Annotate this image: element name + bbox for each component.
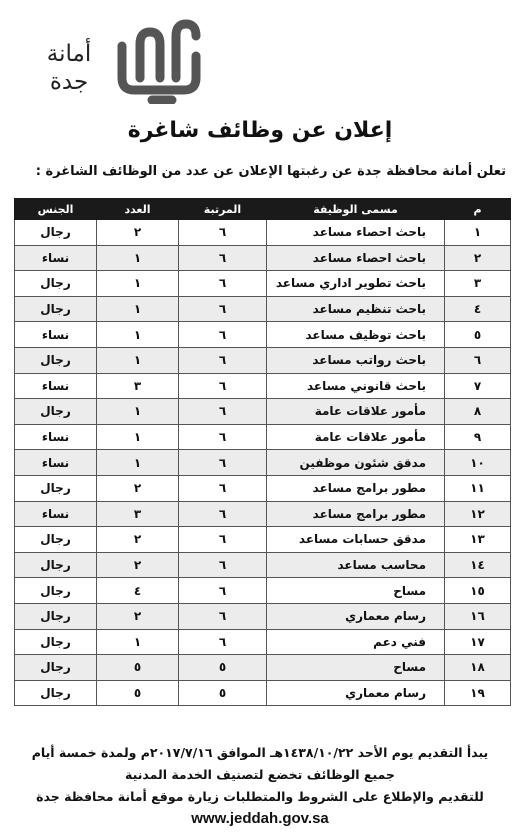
cell-num: ٥ <box>445 322 511 348</box>
cell-count: ١ <box>97 450 179 476</box>
jeddah-municipality-logo <box>14 8 204 104</box>
header-num: م <box>445 199 511 220</box>
cell-grade: ٦ <box>179 271 267 297</box>
cell-num: ٣ <box>445 271 511 297</box>
table-row <box>15 450 511 476</box>
cell-job-title: باحث تنظيم مساعد <box>267 296 445 322</box>
table-row <box>15 373 511 399</box>
cell-gender: نساء <box>15 450 97 476</box>
table-row <box>15 527 511 553</box>
cell-num: ١٦ <box>445 603 511 629</box>
cell-job-title: باحث احصاء مساعد <box>267 220 445 246</box>
cell-job-title: مدقق حسابات مساعد <box>267 527 445 553</box>
cell-count: ٣ <box>97 501 179 527</box>
cell-num: ١٥ <box>445 578 511 604</box>
cell-grade: ٦ <box>179 475 267 501</box>
cell-gender: رجال <box>15 399 97 425</box>
table-row <box>15 347 511 373</box>
cell-num: ١٠ <box>445 450 511 476</box>
cell-job-title: مساح <box>267 578 445 604</box>
cell-gender: نساء <box>15 322 97 348</box>
cell-grade: ٦ <box>179 450 267 476</box>
cell-count: ٢ <box>97 603 179 629</box>
cell-gender: رجال <box>15 475 97 501</box>
table-row <box>15 245 511 271</box>
cell-gender: نساء <box>15 424 97 450</box>
cell-job-title: مطور برامج مساعد <box>267 475 445 501</box>
cell-gender: نساء <box>15 373 97 399</box>
table-row <box>15 475 511 501</box>
cell-num: ٧ <box>445 373 511 399</box>
cell-job-title: فني دعم <box>267 629 445 655</box>
cell-count: ٢ <box>97 552 179 578</box>
cell-gender: رجال <box>15 271 97 297</box>
table-row <box>15 680 511 706</box>
cell-count: ١ <box>97 399 179 425</box>
table-body <box>15 220 511 706</box>
vacancies-table <box>14 198 511 706</box>
cell-gender: رجال <box>15 680 97 706</box>
cell-gender: رجال <box>15 603 97 629</box>
cell-grade: ٦ <box>179 578 267 604</box>
cell-grade: ٦ <box>179 501 267 527</box>
cell-num: ١٤ <box>445 552 511 578</box>
cell-job-title: باحث رواتب مساعد <box>267 347 445 373</box>
table-row <box>15 501 511 527</box>
cell-count: ١ <box>97 271 179 297</box>
table-row <box>15 578 511 604</box>
header-grade: المرتبة <box>179 199 267 220</box>
cell-grade: ٥ <box>179 680 267 706</box>
table-row <box>15 322 511 348</box>
cell-grade: ٦ <box>179 424 267 450</box>
cell-count: ٣ <box>97 373 179 399</box>
cell-grade: ٦ <box>179 322 267 348</box>
cell-gender: رجال <box>15 527 97 553</box>
cell-count: ٤ <box>97 578 179 604</box>
logo-line-1: أمانة <box>46 41 92 67</box>
header-gender: الجنس <box>15 199 97 220</box>
cell-num: ١ <box>445 220 511 246</box>
cell-count: ١ <box>97 296 179 322</box>
cell-grade: ٦ <box>179 220 267 246</box>
cell-grade: ٥ <box>179 655 267 681</box>
cell-gender: رجال <box>15 220 97 246</box>
jeddah-emblem-icon <box>112 16 204 104</box>
cell-job-title: رسام معماري <box>267 680 445 706</box>
apply-instructions: للتقديم والإطلاع على الشروط والمتطلبات زيارة موقع أمانة محافظة جدة <box>36 789 484 804</box>
cell-job-title: مساح <box>267 655 445 681</box>
table-row <box>15 629 511 655</box>
cell-job-title: رسام معماري <box>267 603 445 629</box>
logo-line-2: جدة <box>49 69 89 95</box>
cell-grade: ٦ <box>179 296 267 322</box>
cell-job-title: مأمور علاقات عامة <box>267 424 445 450</box>
cell-gender: رجال <box>15 296 97 322</box>
cell-gender: نساء <box>15 501 97 527</box>
application-dates: يبدأ التقديم يوم الأحد ١٤٣٨/١٠/٢٢هـ الموافق ٢٠١٧/٧/١٦م ولمدة خمسة أيام <box>31 745 489 760</box>
cell-num: ١٩ <box>445 680 511 706</box>
cell-count: ١ <box>97 322 179 348</box>
cell-count: ١ <box>97 424 179 450</box>
header-job-title: مسمى الوظيفة <box>267 199 445 220</box>
cell-grade: ٦ <box>179 245 267 271</box>
cell-count: ١ <box>97 347 179 373</box>
cell-num: ١٢ <box>445 501 511 527</box>
cell-gender: رجال <box>15 347 97 373</box>
cell-job-title: مدقق شئون موظفين <box>267 450 445 476</box>
announcement-footer <box>0 742 520 830</box>
cell-grade: ٦ <box>179 347 267 373</box>
cell-num: ٤ <box>445 296 511 322</box>
cell-count: ٥ <box>97 680 179 706</box>
cell-job-title: باحث احصاء مساعد <box>267 245 445 271</box>
table-row <box>15 603 511 629</box>
cell-num: ١٧ <box>445 629 511 655</box>
cell-job-title: مأمور علاقات عامة <box>267 399 445 425</box>
announcement-subtitle: تعلن أمانة محافظة جدة عن رغبتها الإعلان عن عدد من الوظائف الشاغرة : <box>35 164 506 179</box>
cell-num: ٢ <box>445 245 511 271</box>
cell-grade: ٦ <box>179 629 267 655</box>
cell-job-title: باحث توظيف مساعد <box>267 322 445 348</box>
cell-grade: ٦ <box>179 373 267 399</box>
table-row <box>15 399 511 425</box>
table-header-row <box>15 199 511 220</box>
cell-num: ١١ <box>445 475 511 501</box>
cell-gender: رجال <box>15 578 97 604</box>
cell-gender: رجال <box>15 629 97 655</box>
cell-grade: ٦ <box>179 527 267 553</box>
table-row <box>15 655 511 681</box>
cell-job-title: مطور برامج مساعد <box>267 501 445 527</box>
cell-num: ٦ <box>445 347 511 373</box>
cell-num: ٩ <box>445 424 511 450</box>
table-row <box>15 296 511 322</box>
cell-grade: ٦ <box>179 399 267 425</box>
table-row <box>15 220 511 246</box>
table-row <box>15 552 511 578</box>
header-count: العدد <box>97 199 179 220</box>
table-row <box>15 271 511 297</box>
cell-grade: ٦ <box>179 552 267 578</box>
cell-gender: رجال <box>15 552 97 578</box>
announcement-title: إعلان عن وظائف شاغرة <box>127 118 393 143</box>
cell-gender: نساء <box>15 245 97 271</box>
cell-count: ١ <box>97 629 179 655</box>
cell-count: ٢ <box>97 220 179 246</box>
table-row <box>15 424 511 450</box>
cell-count: ٥ <box>97 655 179 681</box>
cell-gender: رجال <box>15 655 97 681</box>
cell-count: ٢ <box>97 475 179 501</box>
cell-count: ١ <box>97 245 179 271</box>
civil-service-note: جميع الوظائف تخضع لتصنيف الخدمة المدنية <box>125 767 395 782</box>
cell-num: ١٨ <box>445 655 511 681</box>
cell-grade: ٦ <box>179 603 267 629</box>
website-link[interactable]: www.jeddah.gov.sa <box>191 810 329 827</box>
cell-num: ٨ <box>445 399 511 425</box>
cell-job-title: باحث تطوير اداري مساعد <box>267 271 445 297</box>
logo-wordmark <box>32 40 106 96</box>
cell-job-title: محاسب مساعد <box>267 552 445 578</box>
cell-count: ٢ <box>97 527 179 553</box>
cell-num: ١٣ <box>445 527 511 553</box>
cell-job-title: باحث قانوني مساعد <box>267 373 445 399</box>
